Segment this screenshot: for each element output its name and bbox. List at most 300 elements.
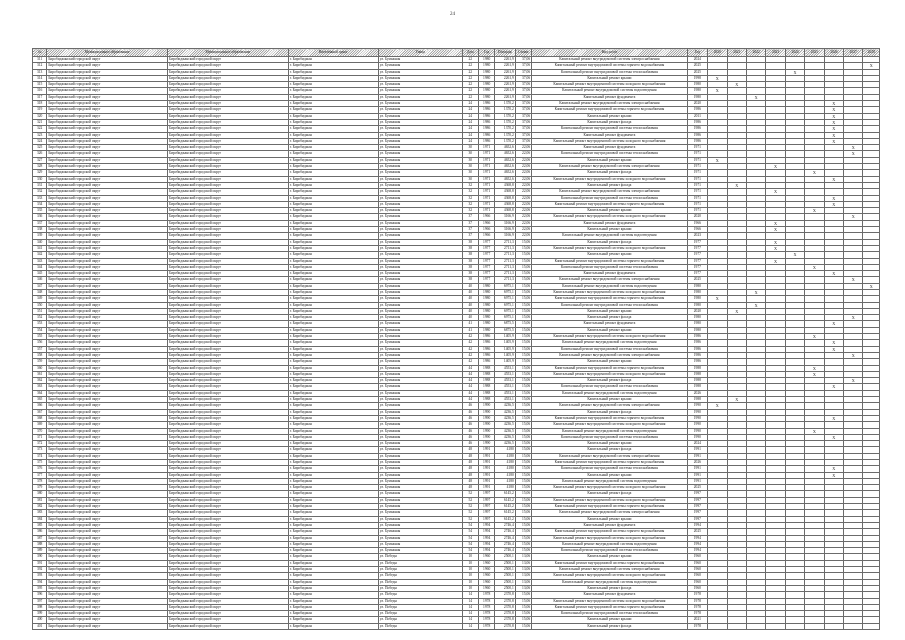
year-mark-cell: X — [727, 182, 746, 188]
row-number-cell: 347 — [33, 283, 47, 289]
city-cell: г. Биробиджан — [288, 466, 378, 472]
house-number-cell: 46 — [462, 434, 478, 440]
year-mark-cell: X — [766, 239, 785, 245]
work-type-cell: Капитальный ремонт внутридомовой системы теплоснабжения — [532, 151, 687, 157]
municipality-cell: Биробиджанский городской округ — [47, 497, 168, 503]
work-type-cell: Капитальный ремонт внутридомовой системы электроснабжения — [532, 403, 687, 409]
city-cell: г. Биробиджан — [288, 441, 378, 447]
cost-cell: 13,06 — [515, 585, 531, 591]
street-cell: ул. Бумажная — [378, 359, 462, 365]
work-type-cell: Капитальный ремонт фундамента — [532, 522, 687, 528]
column-header: 2023 — [766, 49, 785, 57]
area-cell: 6975,1 — [495, 296, 515, 302]
municipality-cell: Биробиджанский городской округ — [47, 283, 168, 289]
house-number-cell: 42 — [462, 334, 478, 340]
column-header: 2021 — [727, 49, 746, 57]
cost-cell: 22,06 — [515, 208, 531, 214]
municipality-cell: Биробиджанский городской округ — [47, 252, 168, 258]
municipality-2-cell: Биробиджанский городской округ — [168, 214, 289, 220]
street-cell: ул. Бумажная — [378, 504, 462, 510]
house-number-cell: 30 — [462, 176, 478, 182]
city-cell: г. Биробиджан — [288, 447, 378, 453]
year-mark-cell: X — [844, 151, 863, 157]
municipality-cell: Биробиджанский городской округ — [47, 604, 168, 610]
house-number-cell: 32 — [462, 208, 478, 214]
municipality-2-cell: Биробиджанский городской округ — [168, 157, 289, 163]
last-repair-year-cell: 1997 — [687, 491, 707, 497]
municipality-2-cell: Биробиджанский городской округ — [168, 145, 289, 151]
street-cell: ул. Бумажная — [378, 403, 462, 409]
municipality-cell: Биробиджанский городской округ — [47, 491, 168, 497]
last-repair-year-cell: 1997 — [687, 510, 707, 516]
work-type-cell: Капитальный ремонт внутридомовой системы горячего водоснабжения — [532, 63, 687, 69]
build-year-cell: 1980 — [478, 296, 494, 302]
last-repair-year-cell: 1998 — [687, 75, 707, 81]
column-header: Улица — [378, 49, 462, 57]
municipality-2-cell: Биробиджанский городской округ — [168, 560, 289, 566]
year-mark-cell: X — [746, 289, 765, 295]
last-repair-year-cell: 2024 — [687, 441, 707, 447]
cost-cell: 22,06 — [515, 157, 531, 163]
column-header: Площадь — [495, 49, 515, 57]
municipality-cell: Биробиджанский городской округ — [47, 315, 168, 321]
city-cell: г. Биробиджан — [288, 548, 378, 554]
build-year-cell: 1986 — [478, 126, 494, 132]
cost-cell: 15,06 — [515, 239, 531, 245]
area-cell: 4553,1 — [495, 378, 515, 384]
municipality-2-cell: Биробиджанский городской округ — [168, 94, 289, 100]
last-repair-year-cell: 1986 — [687, 340, 707, 346]
cost-cell: 37,06 — [515, 132, 531, 138]
municipality-cell: Биробиджанский городской округ — [47, 101, 168, 107]
city-cell: г. Биробиджан — [288, 94, 378, 100]
cost-cell: 15,06 — [515, 598, 531, 604]
row-number-cell: 315 — [33, 82, 47, 88]
municipality-2-cell: Биробиджанский городской округ — [168, 239, 289, 245]
house-number-cell: 30 — [462, 157, 478, 163]
build-year-cell: 1986 — [478, 107, 494, 113]
area-cell: 3166,9 — [495, 220, 515, 226]
house-number-cell: 42 — [462, 340, 478, 346]
row-number-cell: 367 — [33, 409, 47, 415]
year-mark-cell: X — [805, 170, 824, 176]
street-cell: ул. Победы — [378, 617, 462, 623]
last-repair-year-cell: 1977 — [687, 258, 707, 264]
street-cell: ул. Победы — [378, 567, 462, 573]
city-cell: г. Биробиджан — [288, 560, 378, 566]
area-cell: 4368,8 — [495, 208, 515, 214]
house-number-cell: 52 — [462, 491, 478, 497]
area-cell: 1405,9 — [495, 346, 515, 352]
city-cell: г. Биробиджан — [288, 604, 378, 610]
year-mark-cell: X — [746, 302, 765, 308]
area-cell: 4236,5 — [495, 434, 515, 440]
area-cell: 2500,1 — [495, 585, 515, 591]
municipality-2-cell: Биробиджанский городской округ — [168, 315, 289, 321]
cost-cell: 15,06 — [515, 359, 531, 365]
build-year-cell: 1994 — [478, 541, 494, 547]
municipality-cell: Биробиджанский городской округ — [47, 447, 168, 453]
street-cell: ул. Бумажная — [378, 296, 462, 302]
work-type-cell: Капитальный ремонт внутридомовой системы водоотведения — [532, 283, 687, 289]
municipality-2-cell: Биробиджанский городской округ — [168, 592, 289, 598]
street-cell: ул. Бумажная — [378, 529, 462, 535]
area-cell: 1370,2 — [495, 107, 515, 113]
year-mark-cell: X — [844, 277, 863, 283]
city-cell: г. Биробиджан — [288, 258, 378, 264]
area-cell: 4180 — [495, 478, 515, 484]
municipality-2-cell: Биробиджанский городской округ — [168, 57, 289, 63]
municipality-2-cell: Биробиджанский городской округ — [168, 485, 289, 491]
municipality-2-cell: Биробиджанский городской округ — [168, 321, 289, 327]
row-number-cell: 360 — [33, 365, 47, 371]
row-number-cell: 351 — [33, 308, 47, 314]
build-year-cell: 1991 — [478, 447, 494, 453]
build-year-cell: 1960 — [478, 560, 494, 566]
row-number-cell: 395 — [33, 585, 47, 591]
street-cell: ул. Бумажная — [378, 138, 462, 144]
row-number-cell: 362 — [33, 378, 47, 384]
cost-cell: 15,06 — [515, 617, 531, 623]
year-mark-cell: X — [863, 63, 880, 69]
city-cell: г. Биробиджан — [288, 239, 378, 245]
build-year-cell: 1997 — [478, 497, 494, 503]
work-type-cell: Капитальный ремонт крыши — [532, 617, 687, 623]
last-repair-year-cell: 2023 — [687, 233, 707, 239]
municipality-cell: Биробиджанский городской округ — [47, 510, 168, 516]
year-mark-cell: X — [844, 214, 863, 220]
row-number-cell: 349 — [33, 296, 47, 302]
work-type-cell: Капитальный ремонт внутридомовой системы холодного водоснабжения — [532, 485, 687, 491]
street-cell: ул. Бумажная — [378, 201, 462, 207]
cost-cell: 15,06 — [515, 258, 531, 264]
work-type-cell: Капитальный ремонт крыши — [532, 554, 687, 560]
municipality-2-cell: Биробиджанский городской округ — [168, 573, 289, 579]
street-cell: ул. Бумажная — [378, 441, 462, 447]
last-repair-year-cell: 1986 — [687, 334, 707, 340]
build-year-cell: 1991 — [478, 453, 494, 459]
last-repair-year-cell: 1997 — [687, 504, 707, 510]
cost-cell: 37,06 — [515, 126, 531, 132]
house-number-cell: 14 — [462, 617, 478, 623]
table-header-row — [33, 49, 880, 57]
row-number-cell: 335 — [33, 208, 47, 214]
municipality-2-cell: Биробиджанский городской округ — [168, 422, 289, 428]
work-type-cell: Капитальный ремонт внутридомовой системы водоотведения — [532, 390, 687, 396]
build-year-cell: 1997 — [478, 510, 494, 516]
municipality-cell: Биробиджанский городской округ — [47, 327, 168, 333]
street-cell: ул. Бумажная — [378, 264, 462, 270]
street-cell: ул. Бумажная — [378, 82, 462, 88]
row-number-cell: 336 — [33, 214, 47, 220]
row-number-cell: 364 — [33, 390, 47, 396]
municipality-2-cell: Биробиджанский городской округ — [168, 308, 289, 314]
work-type-cell: Капитальный ремонт внутридомовой системы холодного водоснабжения — [532, 289, 687, 295]
year-mark-cell: X — [824, 195, 843, 201]
municipality-cell: Биробиджанский городской округ — [47, 397, 168, 403]
last-repair-year-cell: 1980 — [687, 289, 707, 295]
last-repair-year-cell: 1971 — [687, 170, 707, 176]
municipality-cell: Биробиджанский городской округ — [47, 277, 168, 283]
build-year-cell: 1960 — [478, 554, 494, 560]
area-cell: 4368,8 — [495, 201, 515, 207]
work-type-cell: Капитальный ремонт внутридомовой системы горячего водоснабжения — [532, 504, 687, 510]
municipality-cell: Биробиджанский городской округ — [47, 94, 168, 100]
year-mark-cell: X — [805, 208, 824, 214]
municipality-2-cell: Биробиджанский городской округ — [168, 75, 289, 81]
cost-cell: 22,06 — [515, 189, 531, 195]
year-mark-cell: X — [824, 415, 843, 421]
last-repair-year-cell: 1994 — [687, 541, 707, 547]
cost-cell: 15,06 — [515, 623, 531, 629]
row-number-cell: 365 — [33, 397, 47, 403]
house-number-cell: 48 — [462, 460, 478, 466]
last-repair-year-cell: 1988 — [687, 378, 707, 384]
area-cell: 4236,5 — [495, 441, 515, 447]
build-year-cell: 1986 — [478, 138, 494, 144]
last-repair-year-cell: 1980 — [687, 321, 707, 327]
cost-cell: 22,06 — [515, 182, 531, 188]
house-number-cell: 14 — [462, 592, 478, 598]
column-header: 2020 — [708, 49, 727, 57]
year-mark-cell — [746, 623, 765, 629]
row-number-cell: 329 — [33, 170, 47, 176]
municipality-cell: Биробиджанский городской округ — [47, 189, 168, 195]
municipality-cell: Биробиджанский городской округ — [47, 415, 168, 421]
street-cell: ул. Бумажная — [378, 176, 462, 182]
municipality-cell: Биробиджанский городской округ — [47, 409, 168, 415]
street-cell: ул. Бумажная — [378, 113, 462, 119]
cost-cell: 22,06 — [515, 233, 531, 239]
municipality-cell: Биробиджанский городской округ — [47, 617, 168, 623]
municipality-cell: Биробиджанский городской округ — [47, 264, 168, 270]
row-number-cell: 334 — [33, 201, 47, 207]
last-repair-year-cell: 1971 — [687, 208, 707, 214]
area-cell: 1370,2 — [495, 113, 515, 119]
municipality-cell: Биробиджанский городской округ — [47, 623, 168, 629]
area-cell: 4236,5 — [495, 428, 515, 434]
city-cell: г. Биробиджан — [288, 182, 378, 188]
build-year-cell: 1960 — [478, 567, 494, 573]
house-number-cell: 52 — [462, 510, 478, 516]
build-year-cell: 1977 — [478, 264, 494, 270]
house-number-cell: 24 — [462, 132, 478, 138]
row-number-cell: 323 — [33, 132, 47, 138]
house-number-cell: 52 — [462, 497, 478, 503]
work-type-cell: Капитальный ремонт крыши — [532, 308, 687, 314]
last-repair-year-cell: 1994 — [687, 535, 707, 541]
last-repair-year-cell: 1960 — [687, 579, 707, 585]
house-number-cell: 48 — [462, 453, 478, 459]
house-number-cell: 46 — [462, 409, 478, 415]
house-number-cell: 14 — [462, 598, 478, 604]
cost-cell: 15,06 — [515, 422, 531, 428]
municipality-cell: Биробиджанский городской округ — [47, 460, 168, 466]
cost-cell: 15,06 — [515, 340, 531, 346]
build-year-cell: 1980 — [478, 57, 494, 63]
city-cell: г. Биробиджан — [288, 208, 378, 214]
build-year-cell: 1977 — [478, 258, 494, 264]
municipality-2-cell: Биробиджанский городской округ — [168, 340, 289, 346]
area-cell: 4553,1 — [495, 371, 515, 377]
row-number-cell: 331 — [33, 182, 47, 188]
column-header: 2022 — [746, 49, 765, 57]
area-cell: 2746,4 — [495, 522, 515, 528]
last-repair-year-cell: 1971 — [687, 145, 707, 151]
row-number-cell: 373 — [33, 447, 47, 453]
cost-cell: 22,06 — [515, 170, 531, 176]
row-number-cell: 317 — [33, 94, 47, 100]
street-cell: ул. Бумажная — [378, 397, 462, 403]
cost-cell: 15,06 — [515, 592, 531, 598]
city-cell: г. Биробиджан — [288, 478, 378, 484]
row-number-cell: 318 — [33, 101, 47, 107]
work-type-cell: Капитальный ремонт внутридомовой системы теплоснабжения — [532, 126, 687, 132]
year-mark-cell: X — [766, 258, 785, 264]
build-year-cell: 1990 — [478, 422, 494, 428]
row-number-cell: 390 — [33, 554, 47, 560]
row-number-cell: 343 — [33, 258, 47, 264]
street-cell: ул. Бумажная — [378, 453, 462, 459]
work-type-cell: Капитальный ремонт фасада — [532, 491, 687, 497]
municipality-cell: Биробиджанский городской округ — [47, 434, 168, 440]
municipality-cell: Биробиджанский городской округ — [47, 554, 168, 560]
column-header: 2024 — [785, 49, 804, 57]
municipality-cell: Биробиджанский городской округ — [47, 258, 168, 264]
area-cell: 2500,1 — [495, 573, 515, 579]
area-cell: 6975,1 — [495, 283, 515, 289]
city-cell: г. Биробиджан — [288, 176, 378, 182]
year-mark-cell: X — [785, 69, 804, 75]
house-number-cell: 37 — [462, 233, 478, 239]
work-type-cell: Капитальный ремонт внутридомовой системы теплоснабжения — [532, 346, 687, 352]
municipality-2-cell: Биробиджанский городской округ — [168, 220, 289, 226]
row-number-cell: 386 — [33, 529, 47, 535]
work-type-cell: Капитальный ремонт внутридомовой системы горячего водоснабжения — [532, 560, 687, 566]
build-year-cell: 1960 — [478, 573, 494, 579]
municipality-2-cell: Биробиджанский городской округ — [168, 548, 289, 554]
municipality-cell: Биробиджанский городской округ — [47, 208, 168, 214]
work-type-cell: Капитальный ремонт внутридомовой системы водоотведения — [532, 340, 687, 346]
row-number-cell: 389 — [33, 548, 47, 554]
last-repair-year-cell: 1997 — [687, 516, 707, 522]
municipality-2-cell: Биробиджанский городской округ — [168, 365, 289, 371]
street-cell: ул. Бумажная — [378, 69, 462, 75]
municipality-cell: Биробиджанский городской округ — [47, 611, 168, 617]
build-year-cell: 1960 — [478, 579, 494, 585]
year-mark-cell: X — [824, 434, 843, 440]
build-year-cell: 1971 — [478, 195, 494, 201]
row-number-cell: 374 — [33, 453, 47, 459]
street-cell: ул. Бумажная — [378, 214, 462, 220]
city-cell: г. Биробиджан — [288, 264, 378, 270]
house-number-cell: 24 — [462, 126, 478, 132]
house-number-cell: 30 — [462, 170, 478, 176]
build-year-cell: 1966 — [478, 233, 494, 239]
build-year-cell: 1986 — [478, 101, 494, 107]
city-cell: г. Биробиджан — [288, 371, 378, 377]
city-cell: г. Биробиджан — [288, 315, 378, 321]
area-cell: 4236,5 — [495, 422, 515, 428]
municipality-2-cell: Биробиджанский городской округ — [168, 472, 289, 478]
column-header: Год — [687, 49, 707, 57]
city-cell: г. Биробиджан — [288, 535, 378, 541]
work-type-cell: Капитальный ремонт внутридомовой системы теплоснабжения — [532, 195, 687, 201]
work-type-cell: Капитальный ремонт крыши — [532, 157, 687, 163]
last-repair-year-cell: 1960 — [687, 573, 707, 579]
row-number-cell: 353 — [33, 321, 47, 327]
area-cell: 2500,1 — [495, 567, 515, 573]
cost-cell: 15,06 — [515, 504, 531, 510]
work-type-cell: Капитальный ремонт внутридомовой системы теплоснабжения — [532, 466, 687, 472]
street-cell: ул. Бумажная — [378, 378, 462, 384]
row-number-cell: 384 — [33, 516, 47, 522]
work-type-cell: Капитальный ремонт крыши — [532, 397, 687, 403]
municipality-2-cell: Биробиджанский городской округ — [168, 227, 289, 233]
build-year-cell: 1990 — [478, 434, 494, 440]
area-cell: 2711,3 — [495, 245, 515, 251]
row-number-cell: 399 — [33, 611, 47, 617]
row-number-cell: 376 — [33, 466, 47, 472]
house-number-cell: 10 — [462, 573, 478, 579]
work-type-cell: Капитальный ремонт крыши — [532, 227, 687, 233]
area-cell: 2261,9 — [495, 88, 515, 94]
work-type-cell: Капитальный ремонт внутридомовой системы водоотведения — [532, 478, 687, 484]
work-type-cell: Капитальный ремонт внутридомовой системы горячего водоснабжения — [532, 415, 687, 421]
area-cell: 6145,2 — [495, 516, 515, 522]
area-cell: 4652,6 — [495, 151, 515, 157]
city-cell: г. Биробиджан — [288, 69, 378, 75]
city-cell: г. Биробиджан — [288, 497, 378, 503]
last-repair-year-cell: 1986 — [687, 107, 707, 113]
house-number-cell: 52 — [462, 516, 478, 522]
last-repair-year-cell: 1980 — [687, 88, 707, 94]
municipality-2-cell: Биробиджанский городской округ — [168, 119, 289, 125]
house-number-cell: 44 — [462, 384, 478, 390]
build-year-cell: 1990 — [478, 441, 494, 447]
build-year-cell: 1997 — [478, 504, 494, 510]
house-number-cell: 38 — [462, 239, 478, 245]
area-cell: 1370,2 — [495, 126, 515, 132]
year-mark-cell: X — [824, 346, 843, 352]
area-cell: 3166,9 — [495, 227, 515, 233]
row-number-cell: 333 — [33, 195, 47, 201]
year-mark-cell: X — [824, 340, 843, 346]
municipality-cell: Биробиджанский городской округ — [47, 365, 168, 371]
municipality-2-cell: Биробиджанский городской округ — [168, 522, 289, 528]
column-header: 2028 — [863, 49, 880, 57]
municipality-cell: Биробиджанский городской округ — [47, 403, 168, 409]
house-number-cell: 38 — [462, 252, 478, 258]
work-type-cell: Капитальный ремонт крыши — [532, 472, 687, 478]
area-cell: 4368,8 — [495, 195, 515, 201]
work-type-cell: Капитальный ремонт крыши — [532, 327, 687, 333]
row-number-cell: 381 — [33, 497, 47, 503]
street-cell: ул. Бумажная — [378, 101, 462, 107]
year-mark-cell: X — [805, 334, 824, 340]
city-cell: г. Биробиджан — [288, 321, 378, 327]
street-cell: ул. Бумажная — [378, 327, 462, 333]
city-cell: г. Биробиджан — [288, 529, 378, 535]
column-header: 2026 — [824, 49, 843, 57]
last-repair-year-cell: 1986 — [687, 138, 707, 144]
street-cell: ул. Бумажная — [378, 289, 462, 295]
city-cell: г. Биробиджан — [288, 397, 378, 403]
build-year-cell: 1994 — [478, 522, 494, 528]
municipality-cell: Биробиджанский городской округ — [47, 63, 168, 69]
municipality-2-cell: Биробиджанский городской округ — [168, 101, 289, 107]
house-number-cell: 38 — [462, 245, 478, 251]
